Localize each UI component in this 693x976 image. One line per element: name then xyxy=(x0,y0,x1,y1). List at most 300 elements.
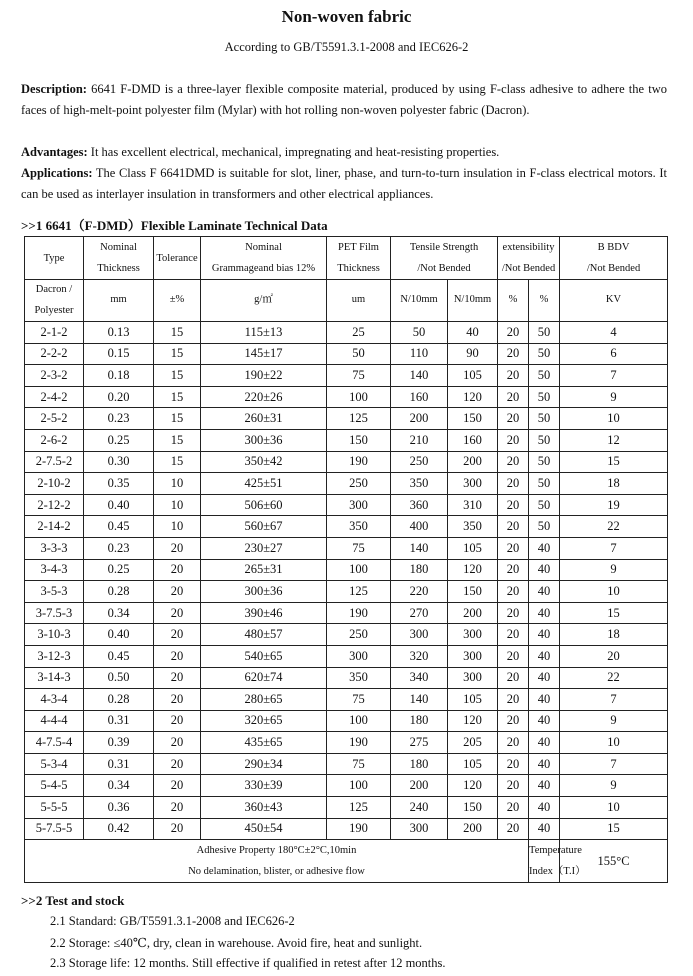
header-thickness xyxy=(84,237,154,280)
cell-pet: 125 xyxy=(327,408,391,430)
cell-bdv: 15 xyxy=(560,602,668,624)
cell-ext-1: 20 xyxy=(498,645,529,667)
applications-text: The Class F 6641DMD is suitable for slot, liner, phase, and turn-to-turn insulation in F-class electrical motors. It can be used as interlayer insulation in transformers and other electrical appliances. xyxy=(21,166,667,201)
cell-tensile-1: 160 xyxy=(391,386,448,408)
cell-grammage: 190±22 xyxy=(201,365,327,387)
cell-thickness: 0.39 xyxy=(84,732,154,754)
cell-tensile-2: 300 xyxy=(448,645,498,667)
cell-grammage: 260±31 xyxy=(201,408,327,430)
cell-pet: 250 xyxy=(327,473,391,495)
cell-tolerance: 10 xyxy=(154,494,201,516)
cell-type: 3-7.5-3 xyxy=(25,602,84,624)
header-tensile-l2: /Not Bended xyxy=(417,263,471,274)
cell-type: 3-4-3 xyxy=(25,559,84,581)
table-row xyxy=(25,494,668,516)
cell-tensile-1: 210 xyxy=(391,429,448,451)
cell-type: 3-12-3 xyxy=(25,645,84,667)
cell-tolerance: 15 xyxy=(154,343,201,365)
cell-tensile-1: 110 xyxy=(391,343,448,365)
cell-thickness: 0.40 xyxy=(84,494,154,516)
cell-pet: 190 xyxy=(327,732,391,754)
cell-ext-1: 20 xyxy=(498,429,529,451)
cell-bdv: 18 xyxy=(560,473,668,495)
description-paragraph xyxy=(21,79,667,120)
cell-tensile-1: 360 xyxy=(391,494,448,516)
page-title: Non-woven fabric xyxy=(281,7,412,26)
cell-thickness: 0.31 xyxy=(84,710,154,732)
cell-grammage: 115±13 xyxy=(201,322,327,344)
cell-ext-2: 40 xyxy=(529,689,560,711)
cell-tensile-2: 40 xyxy=(448,322,498,344)
cell-tolerance: 20 xyxy=(154,624,201,646)
adhesive-property-cell xyxy=(25,840,529,883)
cell-thickness: 0.13 xyxy=(84,322,154,344)
header-tensile xyxy=(391,237,498,280)
header-extensibility xyxy=(498,237,560,280)
cell-thickness: 0.25 xyxy=(84,429,154,451)
cell-tolerance: 20 xyxy=(154,818,201,840)
table-row xyxy=(25,429,668,451)
cell-tensile-1: 140 xyxy=(391,689,448,711)
unit-pet: um xyxy=(327,280,391,322)
cell-type: 2-5-2 xyxy=(25,408,84,430)
unit-type-l2: Polyester xyxy=(34,304,74,316)
cell-tolerance: 20 xyxy=(154,753,201,775)
cell-tensile-2: 120 xyxy=(448,559,498,581)
cell-pet: 100 xyxy=(327,775,391,797)
applications-paragraph xyxy=(21,163,667,204)
adhesive-property-l1: Adhesive Property 180°C±2°C,10min xyxy=(196,845,357,857)
cell-tolerance: 20 xyxy=(154,667,201,689)
header-type: Type xyxy=(25,237,84,280)
cell-tensile-2: 300 xyxy=(448,667,498,689)
unit-type-l1: Dacron / xyxy=(35,284,73,295)
cell-tensile-2: 300 xyxy=(448,624,498,646)
cell-thickness: 0.45 xyxy=(84,516,154,538)
unit-thickness: mm xyxy=(84,280,154,322)
header-pet-l2: Thickness xyxy=(337,263,380,274)
cell-tensile-2: 160 xyxy=(448,429,498,451)
cell-ext-1: 20 xyxy=(498,559,529,581)
unit-grammage: g/㎡ xyxy=(201,280,327,322)
cell-grammage: 230±27 xyxy=(201,537,327,559)
cell-thickness: 0.50 xyxy=(84,667,154,689)
header-thickness-l2: Thickness xyxy=(97,263,140,274)
cell-pet: 50 xyxy=(327,343,391,365)
cell-tolerance: 15 xyxy=(154,429,201,451)
cell-grammage: 560±67 xyxy=(201,516,327,538)
table-row xyxy=(25,343,668,365)
cell-thickness: 0.30 xyxy=(84,451,154,473)
cell-pet: 125 xyxy=(327,581,391,603)
cell-bdv: 12 xyxy=(560,429,668,451)
section2-item-storage: 2.2 Storage: ≤40℃, dry, clean in warehouse. Avoid fire, heat and sunlight. xyxy=(50,936,423,950)
cell-pet: 350 xyxy=(327,667,391,689)
cell-tensile-1: 200 xyxy=(391,775,448,797)
cell-type: 3-14-3 xyxy=(25,667,84,689)
temperature-l1: Temperature xyxy=(529,845,582,857)
section2-item-standard: 2.1 Standard: GB/T5591.3.1-2008 and IEC626-2 xyxy=(50,914,295,928)
cell-ext-2: 40 xyxy=(529,624,560,646)
cell-tensile-1: 220 xyxy=(391,581,448,603)
cell-pet: 100 xyxy=(327,559,391,581)
cell-bdv: 7 xyxy=(560,365,668,387)
cell-thickness: 0.23 xyxy=(84,537,154,559)
cell-ext-1: 20 xyxy=(498,408,529,430)
cell-ext-2: 40 xyxy=(529,667,560,689)
cell-tolerance: 10 xyxy=(154,473,201,495)
unit-bdv: KV xyxy=(560,280,668,322)
cell-type: 2-1-2 xyxy=(25,322,84,344)
header-grammage-l1: Nominal xyxy=(245,242,282,253)
cell-grammage: 435±65 xyxy=(201,732,327,754)
cell-tensile-1: 140 xyxy=(391,537,448,559)
table-row xyxy=(25,408,668,430)
cell-ext-2: 40 xyxy=(529,753,560,775)
cell-thickness: 0.34 xyxy=(84,602,154,624)
cell-tolerance: 20 xyxy=(154,689,201,711)
page-subtitle: According to GB/T5591.3.1-2008 and IEC626-2 xyxy=(224,40,469,54)
cell-tensile-1: 180 xyxy=(391,710,448,732)
description-label: Description: xyxy=(21,82,87,96)
cell-bdv: 18 xyxy=(560,624,668,646)
header-grammage-l2: Grammageand bias 12% xyxy=(211,263,316,274)
cell-tolerance: 20 xyxy=(154,559,201,581)
header-pet-film xyxy=(327,237,391,280)
cell-ext-2: 50 xyxy=(529,473,560,495)
table-row xyxy=(25,710,668,732)
cell-thickness: 0.35 xyxy=(84,473,154,495)
table-row xyxy=(25,365,668,387)
cell-thickness: 0.36 xyxy=(84,797,154,819)
cell-type: 2-2-2 xyxy=(25,343,84,365)
cell-thickness: 0.45 xyxy=(84,645,154,667)
table-row xyxy=(25,581,668,603)
table-row xyxy=(25,559,668,581)
cell-tolerance: 15 xyxy=(154,408,201,430)
cell-grammage: 145±17 xyxy=(201,343,327,365)
table-header-row xyxy=(25,237,668,280)
cell-thickness: 0.34 xyxy=(84,775,154,797)
cell-ext-1: 20 xyxy=(498,710,529,732)
cell-grammage: 360±43 xyxy=(201,797,327,819)
cell-ext-2: 50 xyxy=(529,322,560,344)
table-row xyxy=(25,451,668,473)
cell-pet: 75 xyxy=(327,689,391,711)
cell-thickness: 0.40 xyxy=(84,624,154,646)
cell-type: 2-7.5-2 xyxy=(25,451,84,473)
technical-data-table xyxy=(24,236,668,883)
cell-type: 5-4-5 xyxy=(25,775,84,797)
cell-ext-2: 50 xyxy=(529,516,560,538)
table-row xyxy=(25,473,668,495)
cell-tensile-1: 300 xyxy=(391,818,448,840)
cell-type: 2-4-2 xyxy=(25,386,84,408)
cell-ext-1: 20 xyxy=(498,516,529,538)
cell-grammage: 265±31 xyxy=(201,559,327,581)
cell-tolerance: 15 xyxy=(154,451,201,473)
cell-tensile-1: 270 xyxy=(391,602,448,624)
cell-type: 3-10-3 xyxy=(25,624,84,646)
temperature-index-label xyxy=(529,840,586,883)
header-grammage xyxy=(201,237,327,280)
cell-tensile-2: 300 xyxy=(448,473,498,495)
cell-bdv: 7 xyxy=(560,537,668,559)
cell-tensile-2: 105 xyxy=(448,689,498,711)
cell-tolerance: 20 xyxy=(154,581,201,603)
cell-pet: 75 xyxy=(327,537,391,559)
cell-type: 2-10-2 xyxy=(25,473,84,495)
cell-bdv: 9 xyxy=(560,386,668,408)
applications-label: Applications: xyxy=(21,166,93,180)
header-ext-l1: extensibility xyxy=(502,242,555,253)
cell-ext-2: 40 xyxy=(529,818,560,840)
section2-title: >>2 Test and stock xyxy=(21,893,125,908)
table-row xyxy=(25,797,668,819)
unit-tolerance: ±% xyxy=(154,280,201,322)
cell-bdv: 15 xyxy=(560,818,668,840)
cell-bdv: 10 xyxy=(560,732,668,754)
cell-grammage: 330±39 xyxy=(201,775,327,797)
cell-tensile-1: 320 xyxy=(391,645,448,667)
cell-tensile-2: 150 xyxy=(448,797,498,819)
cell-bdv: 19 xyxy=(560,494,668,516)
cell-pet: 100 xyxy=(327,386,391,408)
cell-bdv: 9 xyxy=(560,559,668,581)
cell-tensile-2: 200 xyxy=(448,818,498,840)
cell-thickness: 0.15 xyxy=(84,343,154,365)
table-row xyxy=(25,732,668,754)
cell-bdv: 9 xyxy=(560,775,668,797)
section2-item-storage-life: 2.3 Storage life: 12 months. Still effective if qualified in retest after 12 months. xyxy=(50,956,446,970)
advantages-paragraph xyxy=(21,142,667,163)
cell-tensile-1: 300 xyxy=(391,624,448,646)
cell-type: 3-5-3 xyxy=(25,581,84,603)
cell-ext-1: 20 xyxy=(498,667,529,689)
table-row xyxy=(25,322,668,344)
cell-bdv: 6 xyxy=(560,343,668,365)
cell-ext-2: 40 xyxy=(529,537,560,559)
cell-tolerance: 20 xyxy=(154,645,201,667)
cell-ext-2: 40 xyxy=(529,775,560,797)
cell-tensile-2: 120 xyxy=(448,710,498,732)
cell-ext-2: 40 xyxy=(529,732,560,754)
cell-ext-1: 20 xyxy=(498,818,529,840)
cell-type: 4-7.5-4 xyxy=(25,732,84,754)
cell-tensile-2: 120 xyxy=(448,386,498,408)
cell-ext-1: 20 xyxy=(498,494,529,516)
cell-type: 5-3-4 xyxy=(25,753,84,775)
cell-grammage: 300±36 xyxy=(201,581,327,603)
table-row xyxy=(25,667,668,689)
cell-tolerance: 15 xyxy=(154,365,201,387)
cell-ext-2: 40 xyxy=(529,559,560,581)
cell-tolerance: 15 xyxy=(154,386,201,408)
cell-tolerance: 20 xyxy=(154,602,201,624)
cell-ext-2: 50 xyxy=(529,386,560,408)
table-row xyxy=(25,516,668,538)
cell-ext-1: 20 xyxy=(498,602,529,624)
cell-bdv: 10 xyxy=(560,408,668,430)
cell-tensile-1: 340 xyxy=(391,667,448,689)
cell-tensile-2: 105 xyxy=(448,537,498,559)
cell-ext-1: 20 xyxy=(498,797,529,819)
cell-type: 2-3-2 xyxy=(25,365,84,387)
header-thickness-l1: Nominal xyxy=(100,242,137,253)
cell-pet: 150 xyxy=(327,429,391,451)
cell-tolerance: 20 xyxy=(154,775,201,797)
cell-tensile-2: 105 xyxy=(448,753,498,775)
cell-bdv: 9 xyxy=(560,710,668,732)
cell-tensile-2: 350 xyxy=(448,516,498,538)
cell-ext-2: 40 xyxy=(529,710,560,732)
cell-tensile-1: 275 xyxy=(391,732,448,754)
cell-grammage: 280±65 xyxy=(201,689,327,711)
unit-ext-2: % xyxy=(529,280,560,322)
header-bdv-l1: B BDV xyxy=(597,242,630,253)
table-row xyxy=(25,602,668,624)
unit-tensile-2: N/10mm xyxy=(448,280,498,322)
cell-tolerance: 20 xyxy=(154,537,201,559)
cell-type: 3-3-3 xyxy=(25,537,84,559)
cell-thickness: 0.25 xyxy=(84,559,154,581)
cell-tolerance: 20 xyxy=(154,797,201,819)
cell-tolerance: 10 xyxy=(154,516,201,538)
header-pet-l1: PET Film xyxy=(338,242,379,253)
cell-pet: 250 xyxy=(327,624,391,646)
cell-tensile-1: 140 xyxy=(391,365,448,387)
cell-tensile-2: 205 xyxy=(448,732,498,754)
cell-ext-1: 20 xyxy=(498,732,529,754)
cell-grammage: 480±57 xyxy=(201,624,327,646)
cell-ext-2: 50 xyxy=(529,343,560,365)
cell-type: 5-5-5 xyxy=(25,797,84,819)
cell-ext-1: 20 xyxy=(498,537,529,559)
cell-bdv: 7 xyxy=(560,753,668,775)
cell-pet: 190 xyxy=(327,602,391,624)
cell-grammage: 300±36 xyxy=(201,429,327,451)
cell-tensile-1: 350 xyxy=(391,473,448,495)
cell-pet: 190 xyxy=(327,818,391,840)
header-ext-l2: /Not Bended xyxy=(501,263,556,274)
cell-grammage: 390±46 xyxy=(201,602,327,624)
unit-tensile-1: N/10mm xyxy=(391,280,448,322)
cell-bdv: 22 xyxy=(560,667,668,689)
cell-ext-1: 20 xyxy=(498,322,529,344)
table-row xyxy=(25,775,668,797)
cell-tensile-2: 200 xyxy=(448,451,498,473)
cell-tensile-2: 200 xyxy=(448,602,498,624)
cell-bdv: 10 xyxy=(560,797,668,819)
adhesive-property-l2: No delamination, blister, or adhesive flow xyxy=(188,866,365,878)
cell-type: 4-3-4 xyxy=(25,689,84,711)
cell-tensile-1: 180 xyxy=(391,559,448,581)
cell-bdv: 7 xyxy=(560,689,668,711)
cell-bdv: 22 xyxy=(560,516,668,538)
cell-tensile-2: 150 xyxy=(448,408,498,430)
table-row xyxy=(25,537,668,559)
cell-ext-2: 40 xyxy=(529,602,560,624)
cell-thickness: 0.20 xyxy=(84,386,154,408)
cell-ext-2: 40 xyxy=(529,581,560,603)
cell-pet: 300 xyxy=(327,494,391,516)
cell-bdv: 10 xyxy=(560,581,668,603)
cell-thickness: 0.31 xyxy=(84,753,154,775)
cell-ext-1: 20 xyxy=(498,775,529,797)
cell-ext-1: 20 xyxy=(498,624,529,646)
cell-pet: 75 xyxy=(327,753,391,775)
cell-ext-1: 20 xyxy=(498,689,529,711)
cell-ext-2: 40 xyxy=(529,797,560,819)
cell-grammage: 220±26 xyxy=(201,386,327,408)
cell-grammage: 290±34 xyxy=(201,753,327,775)
table-row xyxy=(25,645,668,667)
cell-grammage: 450±54 xyxy=(201,818,327,840)
cell-pet: 75 xyxy=(327,365,391,387)
table-row xyxy=(25,753,668,775)
cell-tolerance: 15 xyxy=(154,322,201,344)
table-row xyxy=(25,689,668,711)
cell-ext-1: 20 xyxy=(498,753,529,775)
cell-ext-1: 20 xyxy=(498,473,529,495)
cell-tensile-1: 50 xyxy=(391,322,448,344)
cell-type: 4-4-4 xyxy=(25,710,84,732)
cell-type: 2-12-2 xyxy=(25,494,84,516)
table-footer-row xyxy=(25,840,668,883)
cell-ext-1: 20 xyxy=(498,581,529,603)
description-text: 6641 F-DMD is a three-layer flexible composite material, produced by using F-class adhesive to adhere the two faces of high-melt-point polyester film (Mylar) with hot rolling non-woven polyester fabric (Dacron). xyxy=(21,82,667,117)
cell-ext-1: 20 xyxy=(498,386,529,408)
cell-ext-1: 20 xyxy=(498,365,529,387)
cell-pet: 190 xyxy=(327,451,391,473)
cell-ext-1: 20 xyxy=(498,451,529,473)
unit-type xyxy=(25,280,84,322)
section1-title: >>1 6641（F-DMD）Flexible Laminate Technical Data xyxy=(21,218,328,233)
advantages-text: It has excellent electrical, mechanical, impregnating and heat-resisting properties. xyxy=(87,145,500,159)
table-row xyxy=(25,386,668,408)
cell-thickness: 0.23 xyxy=(84,408,154,430)
cell-tolerance: 20 xyxy=(154,710,201,732)
header-tensile-l1: Tensile Strength xyxy=(409,242,479,253)
cell-type: 2-14-2 xyxy=(25,516,84,538)
cell-grammage: 620±74 xyxy=(201,667,327,689)
cell-grammage: 540±65 xyxy=(201,645,327,667)
cell-grammage: 350±42 xyxy=(201,451,327,473)
temperature-index-value: 155°C xyxy=(560,840,668,883)
cell-type: 5-7.5-5 xyxy=(25,818,84,840)
header-bdv xyxy=(560,237,668,280)
cell-ext-2: 50 xyxy=(529,408,560,430)
unit-ext-1: % xyxy=(498,280,529,322)
cell-ext-2: 50 xyxy=(529,365,560,387)
advantages-label: Advantages: xyxy=(21,145,88,159)
cell-tensile-1: 250 xyxy=(391,451,448,473)
cell-type: 2-6-2 xyxy=(25,429,84,451)
cell-tolerance: 20 xyxy=(154,732,201,754)
cell-tensile-1: 400 xyxy=(391,516,448,538)
header-bdv-l2: /Not Bended xyxy=(586,263,641,274)
cell-tensile-1: 240 xyxy=(391,797,448,819)
cell-ext-2: 50 xyxy=(529,494,560,516)
table-row xyxy=(25,818,668,840)
cell-thickness: 0.42 xyxy=(84,818,154,840)
cell-pet: 350 xyxy=(327,516,391,538)
cell-grammage: 506±60 xyxy=(201,494,327,516)
cell-pet: 100 xyxy=(327,710,391,732)
table-units-row xyxy=(25,280,668,322)
cell-ext-2: 40 xyxy=(529,645,560,667)
cell-tensile-2: 105 xyxy=(448,365,498,387)
